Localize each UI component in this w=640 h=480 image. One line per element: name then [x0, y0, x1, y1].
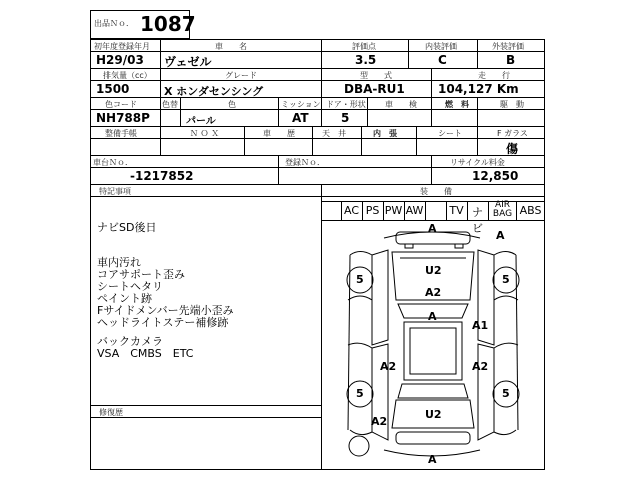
- grade-label: グレード: [225, 71, 257, 80]
- nox-label: Ｎ Ｏ Ｘ: [190, 129, 220, 138]
- reg-no-label: 登録Ｎｏ．: [285, 158, 325, 167]
- doors-label: ドア・形状: [326, 100, 366, 109]
- equip-aw: AW: [405, 204, 424, 217]
- remark-line: 車内汚れ: [97, 256, 141, 269]
- chassis-no-label: 車台Ｎｏ．: [93, 158, 133, 167]
- transmission-label: ミッション: [281, 100, 321, 109]
- sunroof-label: 天 井: [322, 129, 346, 138]
- car-name-label: 車 名: [215, 42, 247, 51]
- displacement-value: 1500: [96, 82, 130, 96]
- remark-line: ナビSD後日: [97, 221, 157, 234]
- mark-hood-2: A2: [425, 286, 442, 299]
- equip-ac: AC: [343, 204, 359, 217]
- color-value: パール: [186, 116, 216, 127]
- doors-value: 5: [341, 111, 350, 125]
- mark-tire-rr: 5: [502, 387, 510, 400]
- equip-tv: TV: [449, 204, 464, 217]
- lot-number: 1087: [140, 12, 196, 36]
- transmission-value: AT: [292, 111, 309, 125]
- seat-label: シート: [438, 129, 462, 138]
- mark-front-right: A: [496, 229, 505, 242]
- equip-ps: PS: [365, 204, 380, 217]
- color-label: 色: [228, 100, 236, 109]
- recycle-value: 12,850: [472, 169, 519, 183]
- first-reg-label: 初年度登録年月: [94, 42, 150, 51]
- mark-left-rear: A2: [380, 360, 397, 373]
- chassis-no-value: -1217852: [130, 169, 194, 183]
- mark-right-front-door: A1: [472, 319, 489, 332]
- history-label: 車 歴: [263, 129, 295, 138]
- color-no-label: 色替: [162, 100, 178, 109]
- remark-line: VSA CMBS ETC: [97, 347, 194, 360]
- notes-label: 特記事項: [99, 187, 131, 196]
- mileage-label: 走 行: [478, 71, 510, 80]
- car-name-value: ヴェゼル: [164, 55, 212, 69]
- manual-label: 整備手帳: [105, 129, 137, 138]
- mark-tire-rl: 5: [356, 387, 364, 400]
- repair-label: 修復歴: [99, 408, 123, 417]
- equip-airbag: AIR BAG: [492, 200, 513, 219]
- grade-value: X ホンダセンシング: [164, 85, 264, 98]
- equip-pw: PW: [384, 204, 403, 217]
- remark-line: ヘッドライトステー補修跡: [97, 316, 229, 329]
- interior-value: C: [438, 53, 447, 67]
- color-code-label: 色コード: [105, 100, 137, 109]
- mark-tire-fl: 5: [356, 273, 364, 286]
- mileage-value: 104,127 Km: [438, 82, 519, 96]
- fuel-label: 燃 料: [445, 100, 469, 109]
- equipment-label: 装 備: [420, 187, 452, 196]
- model-value: DBA-RU1: [344, 82, 405, 96]
- remark-line: シートヘタリ: [97, 280, 163, 293]
- mark-rear-bottom: A: [428, 453, 437, 466]
- remark-line: コアサポート歪み: [97, 268, 185, 281]
- score-label: 評価点: [352, 42, 376, 51]
- lot-label: 出品Ｎｏ．: [94, 19, 134, 28]
- mark-trunk: U2: [425, 408, 442, 421]
- equip-abs: ABS: [519, 204, 542, 217]
- remark-line: Fサイドメンバー先端小歪み: [97, 304, 234, 317]
- glass-value: 傷: [506, 142, 519, 156]
- glass-label: F ガラス: [497, 129, 528, 138]
- displacement-label: 排気量（cc）: [103, 71, 152, 80]
- remark-line: バックカメラ: [97, 335, 163, 348]
- score-value: 3.5: [355, 53, 377, 67]
- interior2-label: 内 張: [373, 129, 397, 138]
- mark-tire-fr: 5: [502, 273, 510, 286]
- interior-label: 内装評価: [425, 42, 457, 51]
- equip-navi: ナビ: [472, 206, 483, 235]
- exterior-value: B: [506, 53, 516, 67]
- mark-front-top: A: [428, 222, 437, 235]
- mark-roof: A: [428, 310, 437, 323]
- mark-right-rear: A2: [472, 360, 489, 373]
- drive-label: 駆 動: [500, 100, 524, 109]
- mark-hood-1: U2: [425, 264, 442, 277]
- exterior-label: 外装評価: [492, 42, 524, 51]
- mark-rear-corner: A2: [371, 415, 388, 428]
- model-label: 型 式: [360, 71, 392, 80]
- recycle-label: リサイクル料金: [450, 158, 505, 167]
- remark-line: ペイント跡: [97, 292, 152, 305]
- first-reg-value: H29/03: [96, 53, 144, 67]
- color-code-value: NH788P: [96, 111, 150, 125]
- vehicle-test-label: 車 検: [385, 100, 417, 109]
